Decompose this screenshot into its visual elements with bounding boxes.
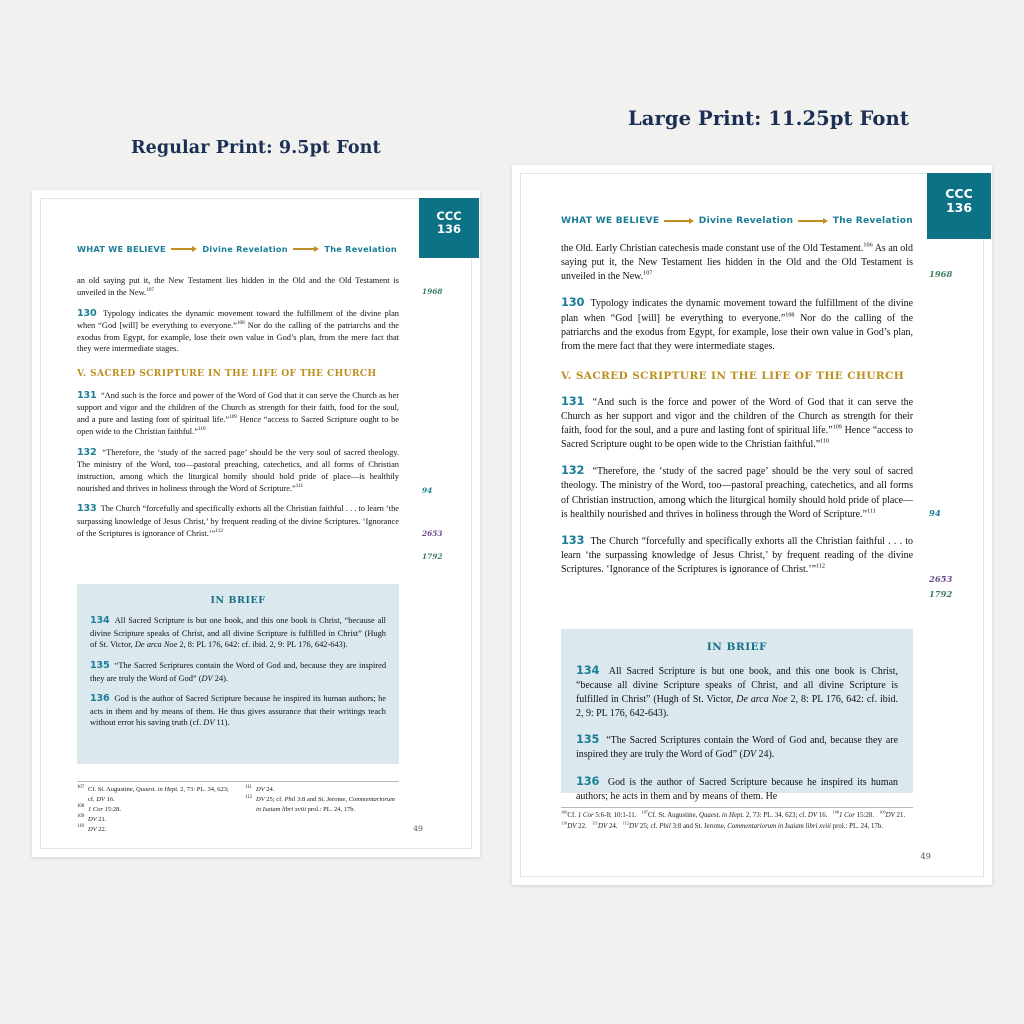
footnote-item: [879, 809, 906, 819]
in-brief-134-text-a: All Sacred Scripture is but one book, and this one book is Christ, “because all divine Scripture speaks of Christ, and all divine Scripture is fulfilled in Christ” (Hugh of St. Victor,: [90, 616, 386, 650]
in-brief-135-text-a: “The Sacred Scriptures contain the Word of God and, because they are inspired they are truly the Word of God” (: [576, 735, 898, 761]
in-brief-135-text-a: “The Sacred Scriptures contain the Word of God and, because they are inspired they are truly the Word of God” (: [90, 661, 387, 683]
in-brief-box-large: [561, 629, 913, 802]
footnote-ref-112: 112: [215, 527, 223, 534]
footnote-ref-107: 107: [146, 286, 155, 293]
paragraph-number-132: 132: [77, 446, 97, 458]
in-brief-135-italic: DV: [201, 673, 213, 683]
folio-page-number-large: 49: [920, 851, 931, 861]
arrow-right-icon: [664, 218, 694, 224]
paragraph-132-text-a: “Therefore, the ‘study of the sacred page’ should be the very soul of sacred theology. The ministry of the Word, too—pastoral preaching, catechetics, and all forms of Christian instruction, among which the liturgical homily should hold pride of place—is healthily nourished and thrives in holiness through the Word of Scripture.”: [77, 447, 399, 493]
paragraph-number-134: 134: [576, 662, 600, 677]
in-brief-item-134: [576, 662, 898, 722]
footnote-item: [77, 825, 231, 835]
footnote-ref-108: 108: [785, 312, 795, 319]
footnote-flow-large: [561, 811, 913, 832]
footnote-text: Cf. St. Augustine, Quaest. in Hept. 2, 73: PL. 34, 623; cf. DV 16.: [88, 786, 229, 803]
footnote-marker: 112: [245, 794, 253, 800]
footnote-text: 1 Cor 15:28.: [88, 805, 122, 813]
paragraph-lead-text-a: the Old. Early Christian catechesis made constant use of the Old Testament.: [561, 243, 864, 254]
footnote-text: DV 25; cf. Phil 3:8 and St. Jerome, Commentariorum in Isaiam libri xviii prol.: PL. 24, 17b.: [629, 822, 884, 830]
footnote-ref-111: 111: [295, 482, 304, 489]
ccc-tab-line1: CCC: [945, 186, 973, 201]
paragraph-131-text-a: “And such is the force and power of the Word of God that it can serve the Church as her support and vigor and the children of the Church as strength for their faith, food for the soul, and a pure and lasting font of spiritual life.”: [561, 396, 913, 437]
footnote-ref-110: 110: [820, 438, 830, 445]
breadcrumb-item-the-revelation: The Revelation: [832, 216, 913, 226]
paragraph-132: [77, 446, 399, 495]
large-page-content-area: [520, 173, 984, 877]
paragraph-number-135: 135: [576, 732, 600, 747]
regular-print-page-sheet: [32, 190, 480, 857]
margin-ref-1792: 1792: [929, 589, 953, 599]
in-brief-136-italic: DV: [203, 718, 215, 728]
in-brief-135-text-b: 24).: [212, 673, 229, 683]
paragraph-number-130: 130: [561, 295, 585, 310]
footnote-text: DV 21.: [885, 812, 906, 819]
footnote-rule-large: [561, 807, 913, 808]
paragraph-lead: [561, 242, 913, 284]
margin-ref-1968: 1968: [929, 269, 953, 279]
large-print-page-sheet: [512, 165, 992, 885]
breadcrumb-large: [561, 216, 913, 226]
margin-ref-94: 94: [422, 486, 433, 495]
in-brief-134-text-a: All Sacred Scripture is but one book, and this one book is Christ, “because all divine Scripture speaks of Christ, and all divine Scripture is fulfilled in Christ” (Hugh of St. Victor,: [576, 665, 898, 706]
footnote-text: DV 22.: [567, 822, 587, 830]
footnote-marker: 108: [77, 804, 85, 810]
margin-ref-2653: 2653: [422, 529, 443, 538]
ccc-tab-line1: CCC: [436, 209, 462, 223]
regular-page-content-area: [40, 198, 472, 849]
footnote-item: [561, 820, 587, 830]
paragraph-132-text-a: “Therefore, the ‘study of the sacred page’ should be the very soul of sacred theology. The ministry of the Word, too—pastoral preaching, catechetics, and all forms of Christian instruction, among which the liturgical homily should hold pride of place—is healthily nourished and thrives in holiness through the Word of Scripture.”: [561, 466, 914, 520]
footnote-text: DV 25; cf. Phil 3:8 and St. Jerome, Commentariorum in Isaiam libri xviii prol.: PL. 24, 17b.: [256, 796, 395, 813]
in-brief-136-text-a: God is the author of Sacred Scripture because he inspired its human authors; he acts in them and by means of them. He: [576, 776, 899, 802]
in-brief-135-italic: DV: [742, 749, 757, 761]
in-brief-134-italic: De arca Noe: [736, 694, 788, 706]
footnotes-regular: [77, 785, 399, 835]
paragraph-number-135: 135: [90, 660, 110, 672]
footnote-item: [77, 815, 231, 825]
in-brief-136-text-b: 11).: [214, 718, 230, 728]
paragraph-131-text-b: Hence “access to Sacred Scripture ought to be open wide to the Christian faithful.”: [561, 425, 913, 451]
paragraph-131-text-a: “And such is the force and power of the Word of God that it can serve the Church as her support and vigor and the children of the Church as strength for their faith, food for the soul, and a pure and lasting font of spiritual life.”: [77, 390, 400, 425]
paragraph-lead-text: an old saying put it, the New Testament lies hidden in the Old and the Old Testament is unveiled in the New.: [77, 276, 399, 297]
margin-ref-1792: 1792: [422, 552, 443, 561]
paragraph-131: [561, 393, 913, 453]
paragraph-130: [77, 307, 399, 356]
footnote-column-left: [77, 785, 231, 835]
footnote-marker: 112: [622, 820, 629, 826]
footnote-item: [561, 809, 637, 819]
in-brief-item-136: [90, 692, 386, 729]
large-body-column: [561, 242, 913, 587]
footnote-rule-regular: [77, 781, 399, 782]
section-heading-v: V. SACRED SCRIPTURE IN THE LIFE OF THE CHURCH: [77, 368, 377, 380]
footnote-ref-110: 110: [197, 426, 206, 433]
footnote-marker: 109: [879, 809, 886, 815]
breadcrumb-item-divine-revelation: Divine Revelation: [698, 216, 794, 226]
breadcrumb-item-what-we-believe: WHAT WE BELIEVE: [561, 216, 660, 226]
paragraph-number-134: 134: [90, 615, 110, 627]
footnote-text: Cf. St. Augustine, Quaest. in Hept. 2, 73: PL. 34, 623; cf. DV 16.: [648, 812, 828, 819]
footnote-ref-109: 109: [832, 424, 842, 431]
arrow-right-icon: [798, 218, 828, 224]
paragraph-number-133: 133: [77, 503, 97, 515]
in-brief-item-135: [90, 659, 386, 684]
footnote-marker: 109: [77, 814, 85, 820]
footnote-text: Cf. 1 Cor 5:6-8; 10:1-11.: [567, 812, 637, 819]
in-brief-box-regular: [77, 584, 399, 764]
paragraph-number-131: 131: [77, 389, 97, 401]
in-brief-title: IN BRIEF: [706, 641, 768, 653]
paragraph-number-130: 130: [77, 307, 97, 319]
footnote-column-right: [245, 785, 399, 835]
footnote-text: DV 24.: [598, 822, 618, 830]
footnotes-large: [561, 811, 913, 832]
ccc-tab-line2: 136: [436, 221, 461, 236]
footnote-text: DV 22.: [88, 825, 107, 833]
footnote-item: [245, 785, 399, 795]
in-brief-item-136: [576, 773, 898, 804]
footnote-marker: 110: [561, 820, 568, 826]
paragraph-130-text-a: Typology indicates the dynamic movement toward the fulfillment of the divine plan when “God [will] be everything to everyone.”: [77, 308, 399, 330]
breadcrumb-regular: [77, 244, 397, 254]
in-brief-title: IN BRIEF: [210, 595, 266, 606]
in-brief-134-text-b: 2, 8: PL 176, 642: cf. ibid. 2, 9: PL 176, 642-643).: [177, 640, 348, 650]
footnote-marker: 106: [561, 809, 568, 815]
breadcrumb-item-divine-revelation: Divine Revelation: [202, 244, 288, 254]
paragraph-133: [77, 502, 399, 539]
paragraph-number-136: 136: [576, 773, 600, 788]
paragraph-133: [561, 532, 913, 577]
footnote-ref-112: 112: [815, 563, 825, 570]
in-brief-136-text-a: God is the author of Sacred Scripture because he inspired its human authors; he acts in them and by means of them. He thus gives assurance that their writings teach without error his saving truth (cf.: [90, 694, 386, 728]
caption-large-print: Large Print: 11.25pt Font: [628, 107, 909, 130]
in-brief-134-text-b: 2, 8: PL 176, 642: cf. ibid. 2, 9: PL 176, 642-643).: [576, 694, 898, 720]
paragraph-number-133: 133: [561, 532, 585, 547]
paragraph-130-text-a: Typology indicates the dynamic movement toward the fulfillment of the divine plan when “God [will] be everything to everyone.”: [561, 298, 913, 324]
footnote-item: [245, 795, 399, 814]
ccc-thumb-tab-large: [927, 173, 991, 239]
footnote-item: [77, 785, 231, 804]
in-brief-item-135: [576, 731, 898, 762]
margin-ref-94: 94: [929, 508, 941, 518]
footnote-item: [591, 820, 618, 830]
folio-page-number-regular: 49: [413, 824, 423, 833]
paragraph-131-text-b: Hence “access to Sacred Scripture ought to be open wide to the Christian faithful.”: [77, 415, 399, 436]
paragraph-lead: [77, 275, 399, 299]
ccc-tab-line2: 136: [945, 200, 973, 215]
in-brief-134-italic: De arca Noe: [134, 640, 178, 650]
footnote-marker: 108: [832, 809, 839, 815]
paragraph-lead-text-b: As an old saying put it, the New Testament lies hidden in the Old and the Old Testament is unveiled in the New.: [561, 243, 913, 283]
footnote-marker: 107: [641, 809, 649, 815]
in-brief-135-text-b: 24).: [756, 749, 775, 761]
footnote-item: [641, 809, 828, 819]
footnote-ref-108: 108: [236, 320, 245, 327]
section-heading-v: V. SACRED SCRIPTURE IN THE LIFE OF THE CHURCH: [561, 369, 905, 382]
footnote-ref-106: 106: [863, 242, 873, 249]
paragraph-131: [77, 389, 399, 438]
paragraph-130-text-b: Nor do the calling of the patriarchs and the exodus from Egypt, for example, lose their own value in God’s plan, from the mere fact that they were intermediate stages.: [77, 320, 399, 354]
footnote-marker: 111: [245, 784, 252, 790]
arrow-right-icon: [171, 246, 198, 252]
footnote-marker: 110: [77, 824, 85, 830]
breadcrumb-item-what-we-believe: WHAT WE BELIEVE: [77, 244, 166, 254]
paragraph-130-text-b: Nor do the calling of the patriarchs and the exodus from Egypt, for example, lose their own value in God’s plan, from the mere fact that they were intermediate stages.: [561, 312, 914, 352]
paragraph-133-text-a: The Church “forcefully and specifically exhorts all the Christian faithful . . . to learn ‘the surpassing knowledge of Jesus Christ,’ by frequent reading of the divine Scriptures. ‘Ignorance of the Scriptures is ignorance of Christ.’”: [561, 535, 914, 576]
footnote-marker: 107: [77, 784, 85, 790]
footnote-text: DV 21.: [88, 815, 107, 823]
ccc-thumb-tab-regular: [419, 198, 479, 258]
paragraph-133-text-a: The Church “forcefully and specifically exhorts all the Christian faithful . . . to learn ‘the surpassing knowledge of Jesus Christ,’ by frequent reading of the divine Scriptures. ‘Ignorance of the Scriptures is ignorance of Christ.’”: [77, 504, 399, 538]
margin-ref-2653: 2653: [929, 574, 953, 584]
footnote-item: [622, 820, 884, 830]
paragraph-130: [561, 294, 913, 354]
caption-regular-print: Regular Print: 9.5pt Font: [131, 138, 381, 158]
paragraph-132: [561, 462, 913, 522]
footnote-marker: 111: [591, 820, 599, 826]
footnote-text: 1 Cor 15:28.: [839, 812, 875, 819]
margin-ref-1968: 1968: [422, 287, 443, 296]
paragraph-number-136: 136: [90, 693, 110, 705]
paragraph-number-131: 131: [561, 393, 585, 408]
footnote-item: [77, 805, 231, 815]
regular-body-column: [77, 275, 399, 547]
footnote-ref-109: 109: [229, 414, 237, 421]
paragraph-number-132: 132: [561, 463, 585, 478]
breadcrumb-item-the-revelation: The Revelation: [324, 244, 397, 254]
footnote-ref-111: 111: [866, 508, 876, 515]
in-brief-item-134: [90, 614, 386, 651]
footnote-text: DV 24.: [256, 786, 275, 793]
footnote-item: [832, 809, 875, 819]
footnote-ref-107: 107: [643, 270, 653, 277]
arrow-right-icon: [293, 246, 320, 252]
